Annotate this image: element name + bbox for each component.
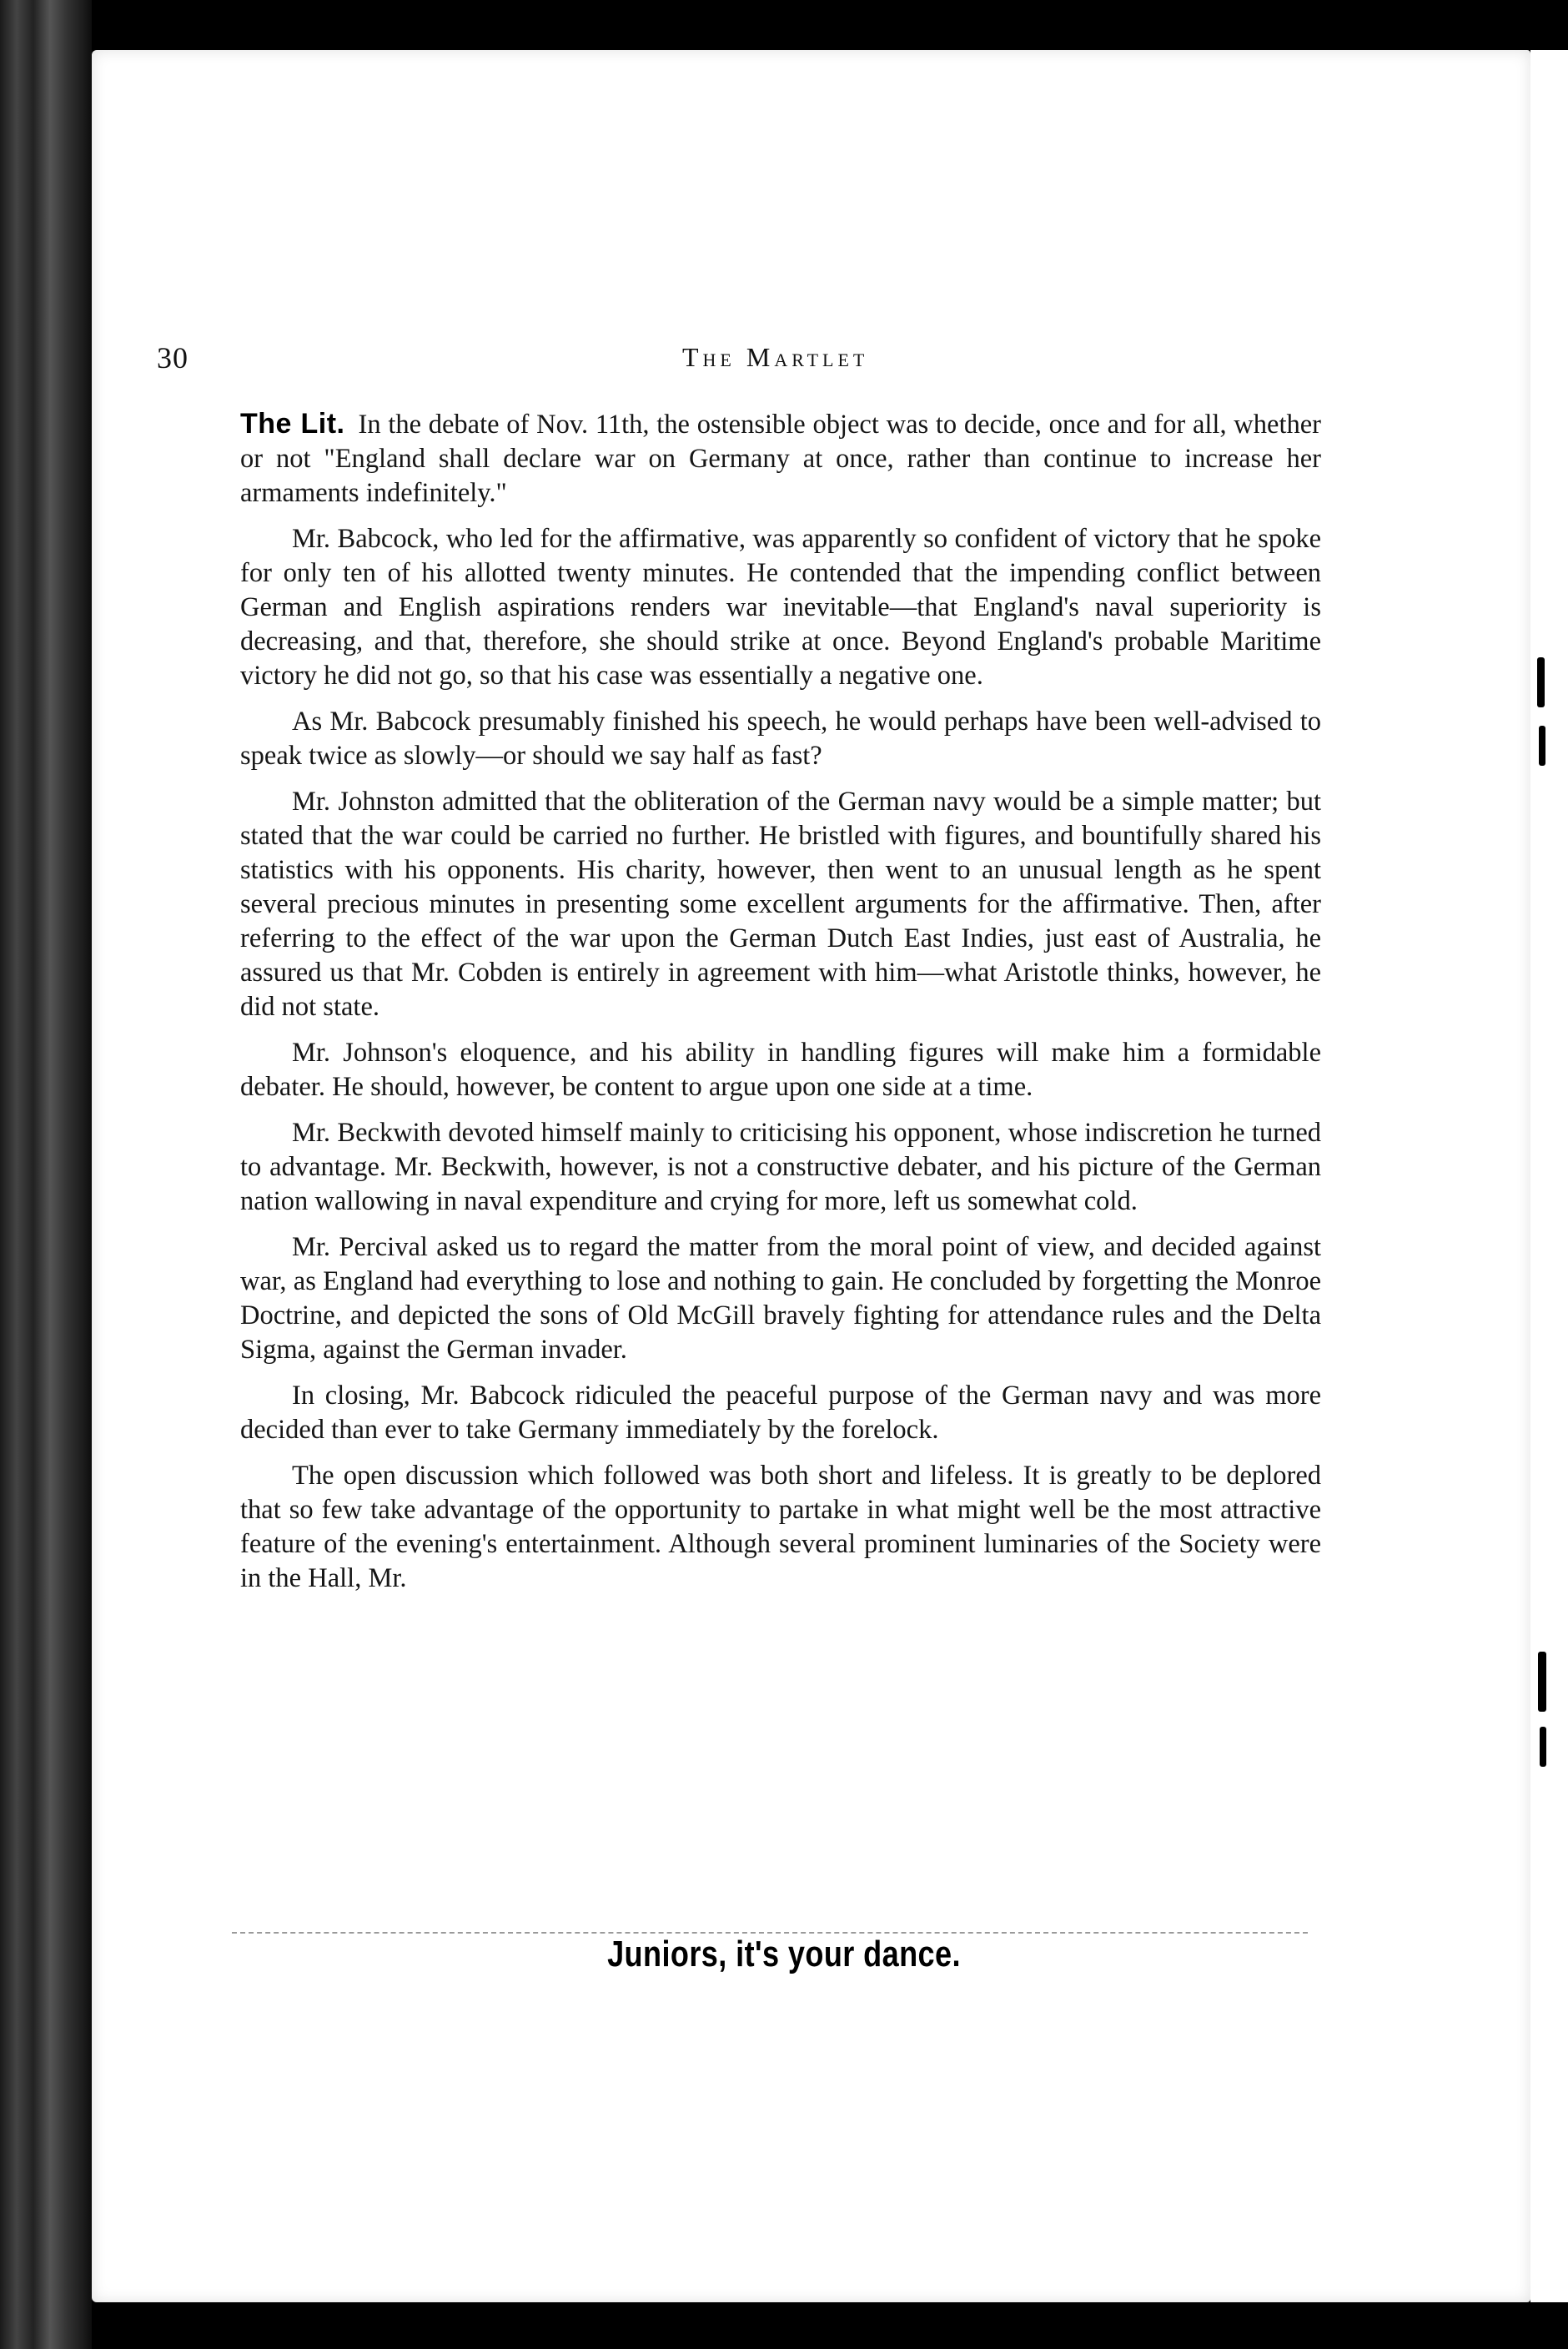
paragraph-text: In the debate of Nov. 11th, the ostensible object was to decide, once and for all, whether or not "England shall declare war on Germany at once, rather than continue to increase her armaments indefinitely." xyxy=(240,410,1321,508)
edge-mark xyxy=(1538,1652,1546,1712)
paragraph: As Mr. Babcock presumably finished his speech, he would perhaps have been well-advised to speak twice as slowly—or should we say half as fast? xyxy=(240,707,1321,771)
book-binding-edge xyxy=(0,0,92,2349)
edge-mark xyxy=(1537,657,1545,707)
page-right-margin xyxy=(1530,50,1568,2302)
edge-mark xyxy=(1540,1727,1546,1767)
paragraph: The open discussion which followed was both short and lifeless. It is greatly to be deplored that so few take advantage of the opportunity to partake in what might well be the most attractive feature of the evening's entertainment. Although several prominent luminaries of the Society were in the Hall, Mr. xyxy=(240,1461,1321,1593)
paragraph: Mr. Percival asked us to regard the matter from the moral point of view, and decided against war, as England had everything to lose and nothing to gain. He concluded by forgetting the Monroe Doctrine, and depicted the sons of Old McGill bravely fighting for attendance rules and the Delta Sigma, against the German invader. xyxy=(240,1232,1321,1365)
edge-mark xyxy=(1539,726,1545,766)
paragraph xyxy=(240,407,1321,511)
page-header xyxy=(157,340,1324,390)
paragraph: Mr. Babcock, who led for the affirmative, was apparently so confident of victory that he spoke for only ten of his allotted twenty minutes. He contended that the impending conflict between German and English aspirations renders war inevitable—that England's naval superiority is decreasing, and that, therefore, she should strike at once. Beyond England's probable Maritime victory he did not go, so that his case was essentially a negative one. xyxy=(240,524,1321,691)
paragraph: In closing, Mr. Babcock ridiculed the peaceful purpose of the German navy and was more decided than ever to take Germany immediately by the forelock. xyxy=(240,1381,1321,1445)
paragraph: Mr. Johnson's eloquence, and his ability in handling figures will make him a formidable debater. He should, however, be content to argue upon one side at a time. xyxy=(240,1038,1321,1102)
article-body xyxy=(240,407,1321,1607)
page-number: 30 xyxy=(157,341,188,375)
footer-advertisement: Juniors, it's your dance. xyxy=(607,1934,961,1974)
running-title: The Martlet xyxy=(682,342,869,372)
paragraph: Mr. Johnston admitted that the obliteration of the German navy would be a simple matter; but stated that the war could be carried no further. He bristled with figures, and bountifully shared his statistics with his opponents. His charity, however, then went to an unusual length as he spent several precious minutes in presenting some excellent arguments for the affirmative. Then, after referring to the effect of the war upon the German Dutch East Indies, just east of Australia, he assured us that Mr. Cobden is entirely in agreement with him—what Aristotle thinks, however, he did not state. xyxy=(240,787,1321,1022)
paragraph: Mr. Beckwith devoted himself mainly to criticising his opponent, whose indiscretion he turned to advantage. Mr. Beckwith, however, is not a constructive debater, and his picture of the German nation wallowing in naval expenditure and crying for more, left us somewhat cold. xyxy=(240,1118,1321,1216)
section-heading: The Lit. xyxy=(240,408,345,440)
